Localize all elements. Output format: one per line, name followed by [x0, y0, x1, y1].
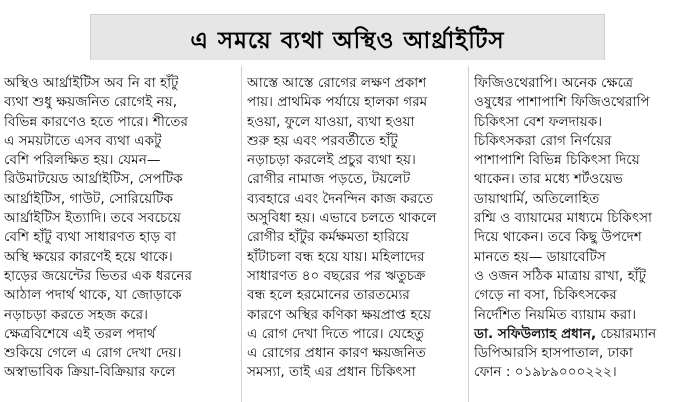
text-line: নির্দেশিত নিয়মিত ব্যায়াম করা।: [474, 306, 637, 323]
text-line: রশ্মি ও ব্যায়ামের মাধ্যমে চিকিৎসা: [474, 210, 653, 227]
text-line: হাঁটাচলা বন্ধ হয়ে যায়। মহিলাদের: [247, 248, 425, 265]
text-line: অসুবিধা হয়। এভাবে চলতে থাকলে: [247, 210, 437, 227]
column-divider: [241, 66, 242, 402]
author-title: চেয়ারম্যান: [596, 325, 657, 342]
text-line: আর্থ্রাইটিস ইত্যাদি। তবে সবচেয়ে: [4, 210, 181, 227]
text-line: অস্থিও আর্থ্রাইটিস অব নি বা হাঁটু: [4, 75, 179, 91]
text-line: পায়। প্রাথমিক পর্যায়ে হালকা গরম: [247, 94, 428, 111]
text-line: এ রোগ দেখা দিতে পারে। যেহেতু: [247, 325, 425, 342]
header-band: [0, 0, 693, 62]
text-line: নড়াচড়া করলেই প্রচুর ব্যথা হয়।: [247, 152, 416, 169]
text-line: মানতে হয়— ডায়াবেটিস: [474, 248, 606, 265]
text-line: দিয়ে থাকেন। তবে কিছু উপদেশ: [474, 229, 642, 246]
text-line: নড়াচড়া করতে সহজ করে।: [4, 306, 148, 323]
author-phone: ফোন : ০১৯৮৯০০০২২২।: [474, 364, 617, 381]
text-line: পাশাপাশি বিভিন্ন চিকিৎসা দিয়ে: [474, 152, 640, 169]
text-line: আস্তে আস্তে রোগের লক্ষণ প্রকাশ: [247, 75, 427, 91]
text-line: থাকেন। তার মধ্যে শর্টওয়েভ: [474, 171, 623, 188]
text-line: রিউমাটয়েড আর্থ্রাইটিস, সেপটিক: [4, 171, 183, 188]
text-line: ও ওজন সঠিক মাত্রায় রাখা, হাঁটু: [474, 267, 647, 284]
text-line: এ সময়টাতে এসব ব্যথা একটু: [4, 132, 162, 149]
text-line: বেশি হাঁটু ব্যথা সাধারণত হাড় বা: [4, 229, 177, 246]
text-line: সাধারণত ৪০ বছরের পর ঋতুচক্র: [247, 267, 426, 284]
text-line: রোগীর হাঁটুর কর্মক্ষমতা হারিয়ে: [247, 229, 409, 246]
text-line: শুরু হয় এবং পরবর্তীতে হাঁটু: [247, 132, 398, 149]
text-line: বন্ধ হলে হরমোনের তারতম্যের: [247, 287, 410, 304]
text-line: রোগীর নামাজ পড়তে, টয়লেট: [247, 171, 411, 188]
text-line: ফিজিওথেরাপি। অনেক ক্ষেত্রে: [474, 75, 634, 91]
text-line: ব্যবহারে এবং দৈনন্দিন কাজ করতে: [247, 190, 434, 207]
text-line: ক্ষেত্রবিশেষে এই তরল পদার্থ: [4, 325, 156, 342]
text-line: বেশি পরিলক্ষিত হয়। যেমন—: [4, 152, 161, 169]
author-name: ডা. সফিউল্যাহ প্রধান,: [474, 325, 597, 342]
text-line: ডায়াথার্মি, অতিলোহিত: [474, 190, 600, 207]
article-headline: এ সময়ে ব্যথা অস্থিও আর্থ্রাইটিস: [190, 28, 505, 54]
article-column-1: [4, 74, 236, 383]
text-line: অস্বাভাবিক ক্রিয়া-বিক্রিয়ার ফলে: [4, 364, 176, 381]
text-line: গেড়ে না বসা, চিকিৎসকের: [474, 287, 617, 304]
text-line: সমস্যা, তাই এর প্রধান চিকিৎসা: [247, 364, 416, 381]
text-line: আর্থ্রাইটিস, গাউট, সোরিয়েটিক: [4, 190, 174, 207]
text-line: ব্যথা শুধু ক্ষয়জনিত রোগেই নয়,: [4, 94, 178, 111]
text-line: কারণে অস্থির কণিকা ক্ষয়প্রাপ্ত হয়ে: [247, 306, 431, 323]
text-line: হাড়ের জয়েন্টের ভিতর এক ধরনের: [4, 267, 192, 284]
text-line: বিভিন্ন কারণেও হতে পারে। শীতের: [4, 113, 188, 130]
text-line: শুকিয়ে গেলে এ রোগ দেখা দেয়।: [4, 345, 182, 362]
text-line: হওয়া, ফুলে যাওয়া, ব্যথা হওয়া: [247, 113, 415, 130]
article-column-2: [247, 74, 463, 383]
headline-box: [90, 14, 605, 60]
text-line: অস্থি ক্ষয়ের কারণেই হয়ে থাকে।: [4, 248, 173, 265]
author-org: ডিপিআরসি হাসপাতাল, ঢাকা: [474, 345, 633, 362]
author-line: [474, 325, 690, 344]
text-line: ওষুধের পাশাপাশি ফিজিওথেরাপি: [474, 94, 650, 111]
text-line: এ রোগের প্রধান কারণ ক্ষয়জনিত: [247, 345, 426, 362]
text-line: চিকিৎসকরা রোগ নির্ণয়ের: [474, 132, 612, 149]
text-line: আঠাল পদার্থ থাকে, যা জোড়াকে: [4, 287, 182, 304]
article-column-3: [474, 74, 690, 383]
column-divider: [468, 66, 469, 402]
text-line: চিকিৎসা বেশ ফলদায়ক।: [474, 113, 603, 130]
